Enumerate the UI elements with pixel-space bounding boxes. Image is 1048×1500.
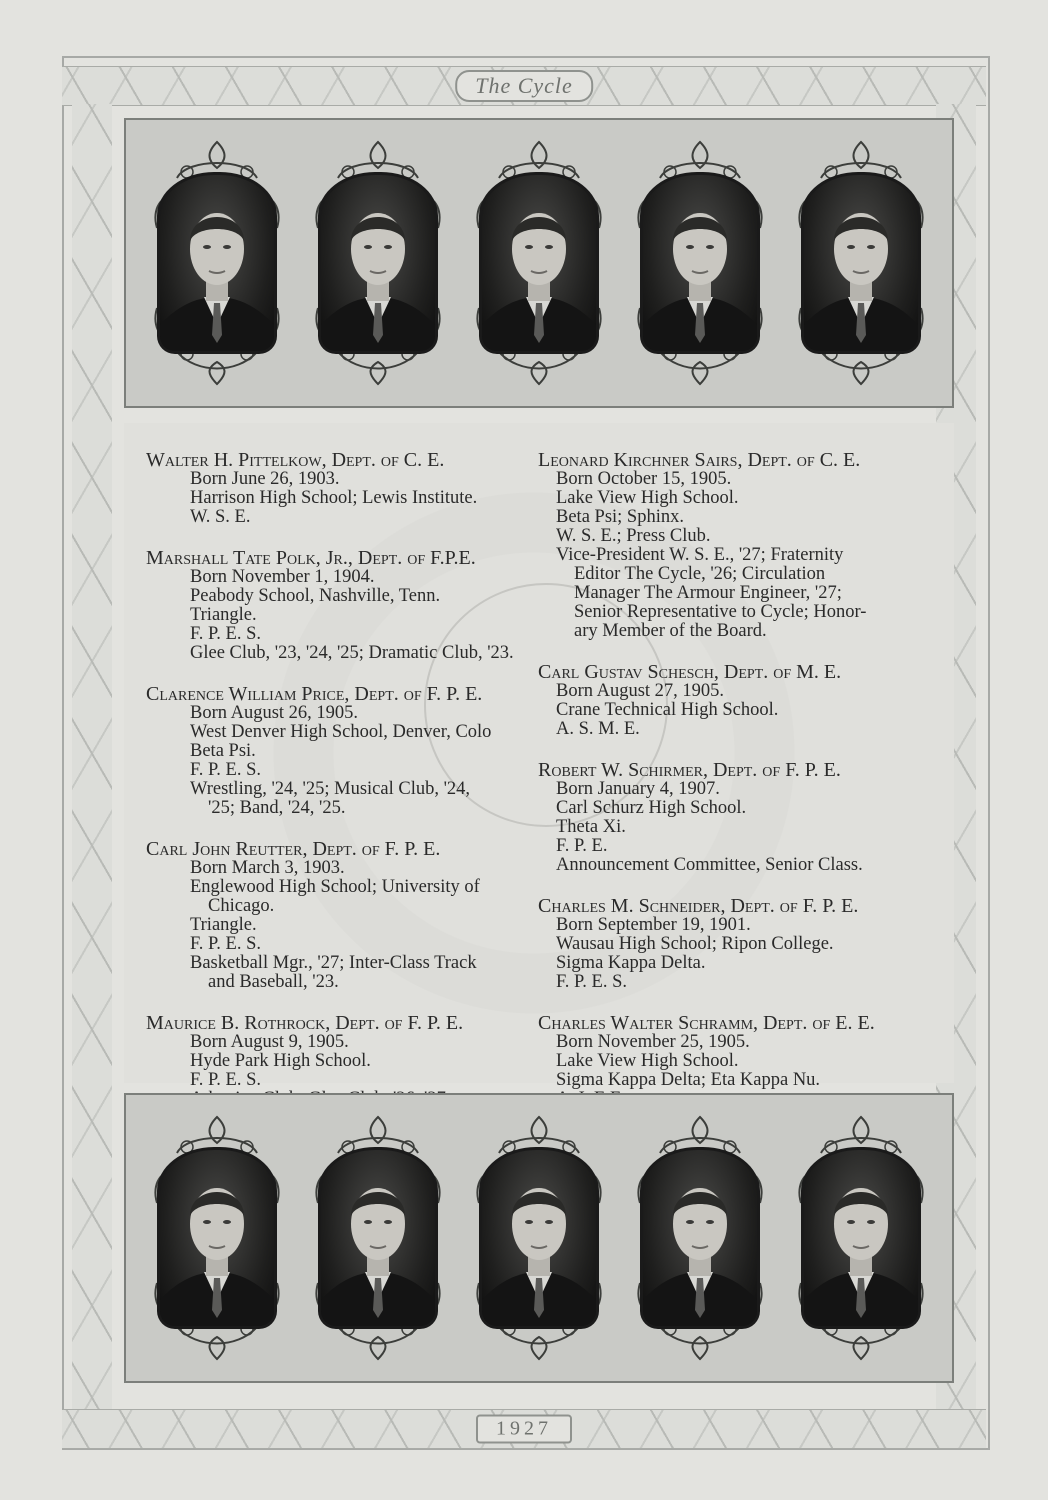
student-detail: West Denver High School, Denver, Colo [190, 722, 492, 742]
student-detail: Englewood High School; University of [190, 877, 480, 897]
student-detail: Wrestling, '24, '25; Musical Club, '24, [190, 779, 471, 799]
right-column [538, 451, 898, 1150]
biography-entry [146, 549, 536, 663]
student-detail: Born August 26, 1905. [190, 703, 359, 723]
portrait-10-photo [801, 1147, 921, 1329]
student-name: Robert W. Schirmer, Dept. of F. P. E. [538, 759, 841, 781]
student-detail: Sigma Kappa Delta; Eta Kappa Nu. [556, 1070, 821, 1090]
student-detail: and Baseball, '23. [208, 972, 339, 992]
portrait-2-photo [318, 172, 438, 354]
student-detail: W. S. E.; Press Club. [556, 526, 711, 546]
portrait-5-photo [801, 172, 921, 354]
page-footer-year: 1927 [476, 1415, 572, 1444]
student-detail: Born October 15, 1905. [556, 469, 732, 489]
portrait-frame [469, 1113, 609, 1363]
student-detail: Basketball Mgr., '27; Inter-Class Track [190, 953, 477, 973]
top-photo-panel [124, 118, 954, 408]
portrait-8-photo [479, 1147, 599, 1329]
portrait-6-photo [157, 1147, 277, 1329]
portrait-frame [147, 138, 287, 388]
portrait-9-photo [640, 1147, 760, 1329]
student-detail: Wausau High School; Ripon College. [556, 934, 834, 954]
biography-panel [124, 423, 954, 1090]
portrait-frame [147, 1113, 287, 1363]
biography-entry [146, 840, 536, 992]
student-detail: Born June 26, 1903. [190, 469, 340, 489]
student-detail: F. P. E. S. [190, 1070, 262, 1090]
biography-entry [538, 897, 898, 992]
portrait-frame [308, 138, 448, 388]
left-column [146, 451, 536, 1131]
portrait-1-photo [157, 172, 277, 354]
student-detail: Peabody School, Nashville, Tenn. [190, 586, 441, 606]
student-detail: Glee Club, '23, '24, '25; Dramatic Club, '23. [190, 643, 514, 663]
student-name: Leonard Kirchner Sairs, Dept. of C. E. [538, 449, 861, 471]
student-detail: A. S. M. E. [556, 719, 640, 739]
biography-entry [538, 761, 898, 875]
student-detail: Born August 27, 1905. [556, 681, 725, 701]
left-ornament-band [72, 104, 112, 1409]
student-detail: Born November 1, 1904. [190, 567, 375, 587]
student-detail: F. P. E. S. [190, 760, 262, 780]
student-detail: F. P. E. [556, 836, 608, 856]
student-detail: '25; Band, '24, '25. [208, 798, 346, 818]
student-detail: F. P. E. S. [190, 624, 262, 644]
footer-band [62, 1409, 986, 1449]
student-name: Marshall Tate Polk, Jr., Dept. of F.P.E. [146, 547, 476, 569]
student-detail: Lake View High School. [556, 1051, 739, 1071]
portrait-frame [308, 1113, 448, 1363]
portrait-frame [630, 138, 770, 388]
student-detail: Harrison High School; Lewis Institute. [190, 488, 478, 508]
student-detail: Born March 3, 1903. [190, 858, 345, 878]
student-detail: Triangle. [190, 605, 257, 625]
student-detail: Crane Technical High School. [556, 700, 779, 720]
student-detail: Senior Representative to Cycle; Honor- [574, 602, 867, 622]
student-detail: F. P. E. S. [190, 934, 262, 954]
student-name: Carl Gustav Schesch, Dept. of M. E. [538, 661, 842, 683]
student-detail: Manager The Armour Engineer, '27; [574, 583, 842, 603]
student-detail: Announcement Committee, Senior Class. [556, 855, 863, 875]
student-detail: Born November 25, 1905. [556, 1032, 750, 1052]
student-detail: Hyde Park High School. [190, 1051, 371, 1071]
student-detail: Carl Schurz High School. [556, 798, 747, 818]
biography-entry [146, 451, 536, 527]
portrait-frame [630, 1113, 770, 1363]
portrait-7-photo [318, 1147, 438, 1329]
biography-entry [538, 451, 898, 641]
portrait-4-photo [640, 172, 760, 354]
biography-entry [146, 685, 536, 818]
student-name: Charles Walter Schramm, Dept. of E. E. [538, 1012, 875, 1034]
student-detail: Triangle. [190, 915, 257, 935]
student-name: Maurice B. Rothrock, Dept. of F. P. E. [146, 1012, 464, 1034]
student-detail: Beta Psi; Sphinx. [556, 507, 684, 527]
student-detail: Editor The Cycle, '26; Circulation [574, 564, 826, 584]
student-detail: Born August 9, 1905. [190, 1032, 349, 1052]
student-name: Carl John Reutter, Dept. of F. P. E. [146, 838, 441, 860]
student-detail: ary Member of the Board. [574, 621, 767, 641]
student-detail: Chicago. [208, 896, 275, 916]
student-name: Walter H. Pittelkow, Dept. of C. E. [146, 449, 445, 471]
student-detail: Born September 19, 1901. [556, 915, 751, 935]
portrait-3-photo [479, 172, 599, 354]
header-band [62, 66, 986, 106]
student-detail: Born January 4, 1907. [556, 779, 720, 799]
page-header-title: The Cycle [455, 70, 593, 102]
portrait-frame [469, 138, 609, 388]
portrait-frame [791, 138, 931, 388]
biography-entry [538, 663, 898, 739]
bottom-photo-panel [124, 1093, 954, 1383]
portrait-frame [791, 1113, 931, 1363]
student-detail: W. S. E. [190, 507, 251, 527]
student-name: Charles M. Schneider, Dept. of F. P. E. [538, 895, 859, 917]
student-detail: F. P. E. S. [556, 972, 628, 992]
student-detail: Sigma Kappa Delta. [556, 953, 706, 973]
student-detail: Lake View High School. [556, 488, 739, 508]
student-detail: Theta Xi. [556, 817, 626, 837]
student-name: Clarence William Price, Dept. of F. P. E. [146, 683, 483, 705]
student-detail: Vice-President W. S. E., '27; Fraternity [556, 545, 844, 565]
student-detail: Beta Psi. [190, 741, 256, 761]
